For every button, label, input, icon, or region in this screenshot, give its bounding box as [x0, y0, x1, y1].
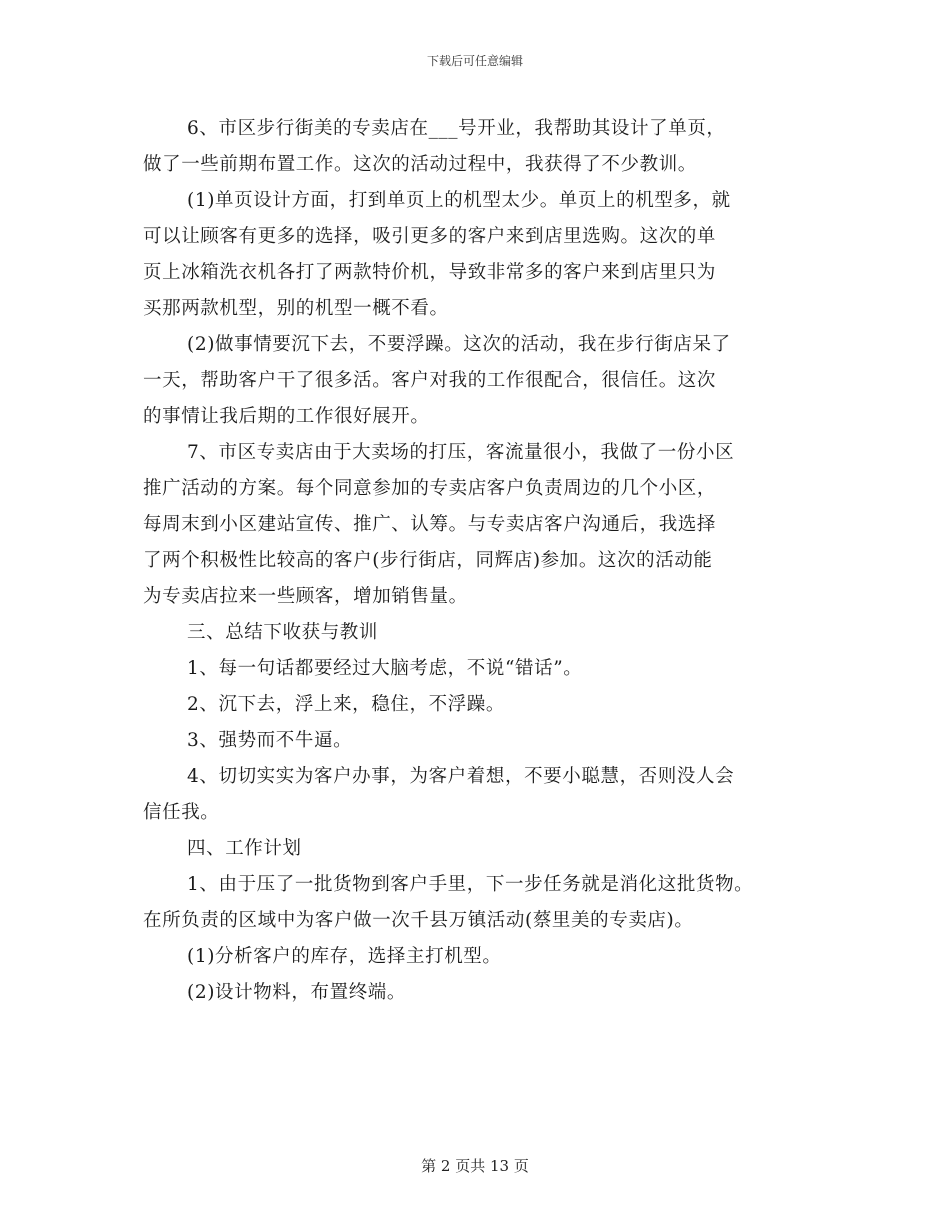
text-line: 1、由于压了一批货物到客户手里，下一步任务就是消化这批货物。: [187, 874, 754, 895]
page-footer: 第 2 页共 13 页: [421, 1157, 529, 1175]
text-line: 1、每一句话都要经过大脑考虑，不说“错话”。: [187, 658, 583, 679]
text-line: 买那两款机型，别的机型一概不看。: [143, 298, 449, 319]
text-line: (1)分析客户的库存，选择主打机型。: [187, 946, 502, 967]
text-line: 2、沉下去，浮上来，稳住，不浮躁。: [187, 694, 505, 715]
text-line: 可以让顾客有更多的选择，吸引更多的客户来到店里选购。这次的单: [143, 226, 717, 247]
text-line: 4、切切实实为客户办事，为客户着想，不要小聪慧，否则没人会: [187, 766, 735, 787]
text-line: 三、总结下收获与教训: [187, 622, 379, 643]
text-line: 的事情让我后期的工作很好展开。: [143, 406, 430, 427]
text-line: 7、市区专卖店由于大卖场的打压，客流量很小，我做了一份小区: [187, 442, 735, 463]
text-line: 3、强势而不牛逼。: [187, 730, 353, 751]
page-header: 下载后可任意编辑: [426, 54, 523, 68]
text-line: 了两个积极性比较高的客户(步行街店，同辉店)参加。这次的活动能: [143, 550, 713, 571]
text-line: 页上冰箱洗衣机各打了两款特价机，导致非常多的客户来到店里只为: [143, 262, 717, 283]
text-line: 每周末到小区建站宣传、推广、认筹。与专卖店客户沟通后，我选择: [143, 514, 717, 535]
text-line: (2)设计物料，布置终端。: [187, 982, 407, 1003]
text-line: 一天，帮助客户干了很多活。客户对我的工作很配合，很信任。这次: [143, 370, 717, 391]
text-line: 在所负责的区域中为客户做一次千县万镇活动(蔡里美的专卖店)。: [143, 910, 694, 931]
text-line: 四、工作计划: [187, 838, 302, 859]
text-line: 信任我。: [143, 802, 220, 823]
text-line: 推广活动的方案。每个同意参加的专卖店客户负责周边的几个小区，: [143, 478, 717, 499]
text-line: 为专卖店拉来一些顾客，增加销售量。: [143, 586, 468, 607]
document-body: [143, 111, 813, 1011]
text-line: 6、市区步行街美的专卖店在___号开业，我帮助其设计了单页，: [187, 118, 726, 139]
text-line: (2)做事情要沉下去，不要浮躁。这次的活动，我在步行街店呆了: [187, 334, 731, 355]
text-line: (1)单页设计方面，打到单页上的机型太少。单页上的机型多，就: [187, 190, 731, 211]
text-line: 做了一些前期布置工作。这次的活动过程中，我获得了不少教训。: [143, 154, 697, 175]
